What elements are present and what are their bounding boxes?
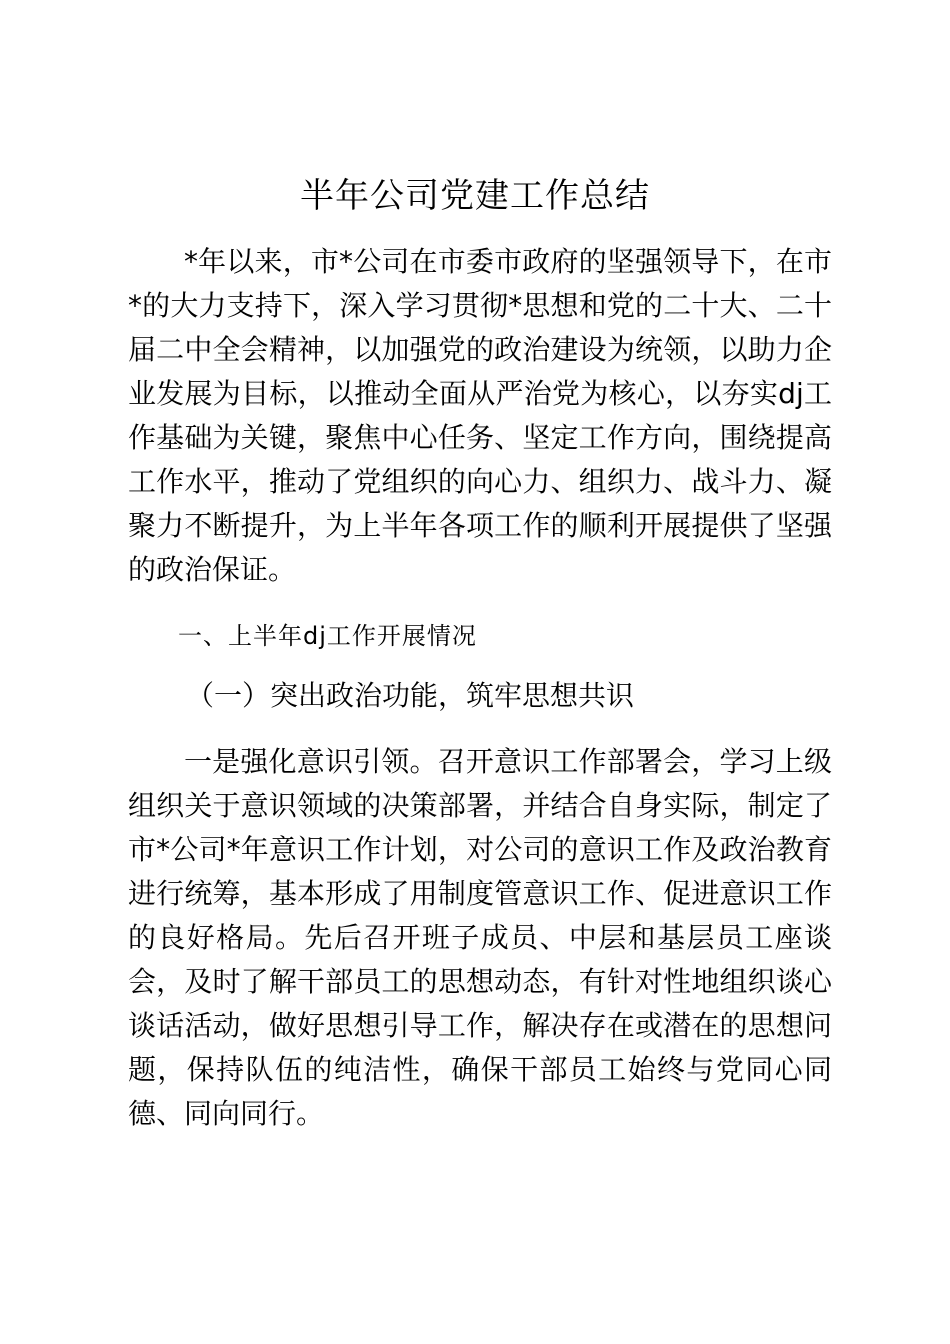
body-paragraph: 一是强化意识引领。召开意识工作部署会，学习上级组织关于意识领域的决策部署，并结合自身实际，制定了市*公司*年意识工作计划，对公司的意识工作及政治教育进行统筹，基本形成了用制度管意识工作、促进意识工作的良好格局。先后召开班子成员、中层和基层员工座谈会，及时了解干部员工的思想动态，有针对性地组织谈心谈话活动，做好思想引导工作，解决存在或潜在的思想问题，保持队伍的纯洁性，确保干部员工始终与党同心同德、同向同行。	[128, 745, 832, 1130]
section-heading: 一、上半年dj工作开展情况	[178, 622, 477, 650]
intro-paragraph: *年以来，市*公司在市委市政府的坚强领导下，在市*的大力支持下，深入学习贯彻*思想和党的二十大、二十届二中全会精神，以加强党的政治建设为统领，以助力企业发展为目标，以推动全面从严治党为核心，以夯实dj工作基础为关键，聚焦中心任务、坚定工作方向，围绕提高工作水平，推动了党组织的向心力、组织力、战斗力、凝聚力不断提升，为上半年各项工作的顺利开展提供了坚强的政治保证。	[128, 245, 832, 586]
document-title: 半年公司党建工作总结	[300, 176, 650, 216]
subsection-heading: （一）突出政治功能，筑牢思想共识	[186, 679, 635, 712]
